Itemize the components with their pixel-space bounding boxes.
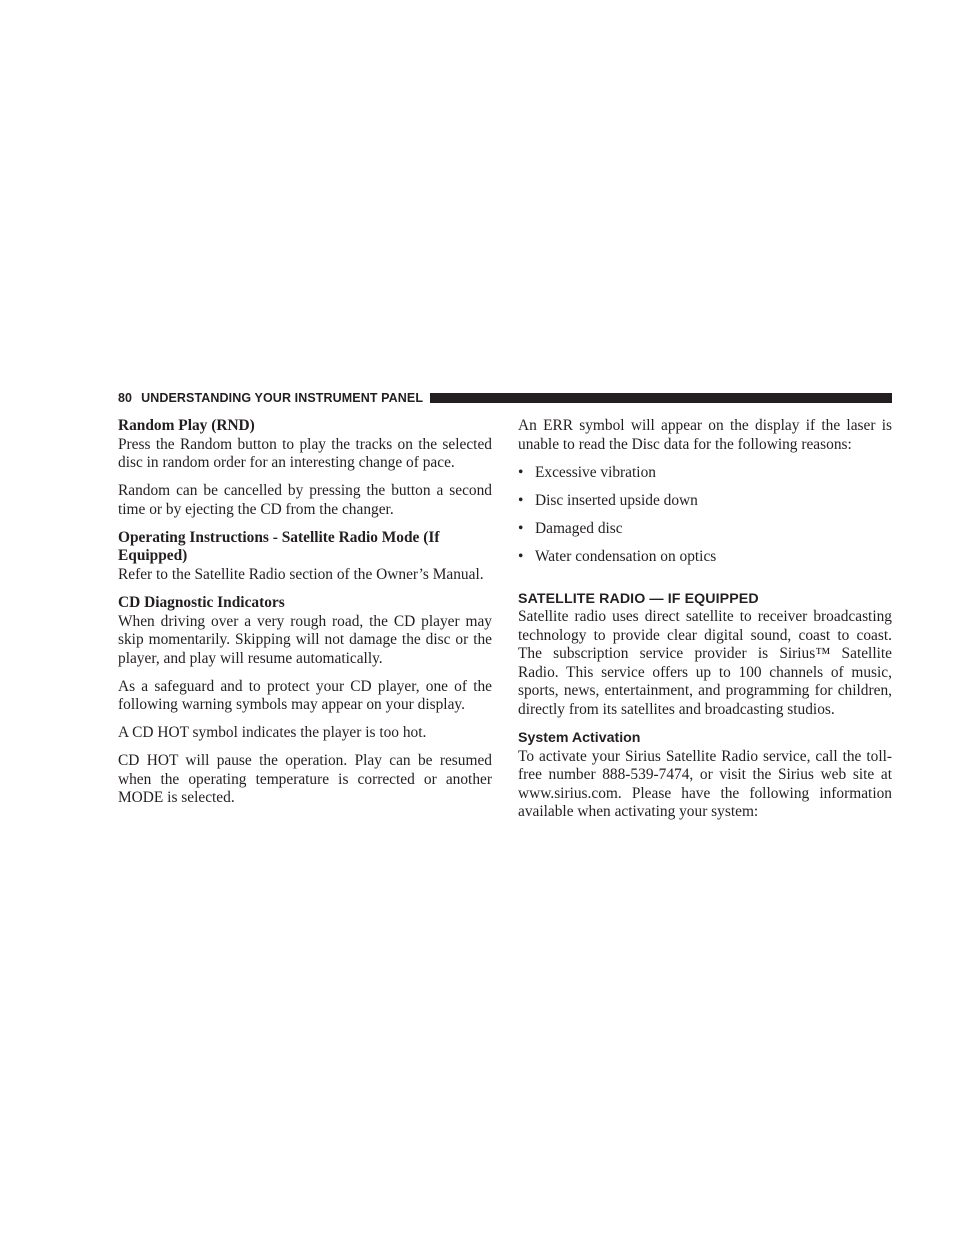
list-item: • Damaged disc bbox=[518, 520, 892, 539]
cd-diagnostic-paragraph-1: When driving over a very rough road, the CD player may skip momentarily. Skipping will not damage the disc or the player, and play will resume automatically. bbox=[118, 612, 492, 667]
cd-diagnostic-paragraph-3: A CD HOT symbol indicates the player is too hot. bbox=[118, 724, 427, 742]
page-header bbox=[118, 389, 892, 406]
page-number: 80 bbox=[118, 390, 133, 405]
right-column bbox=[518, 417, 892, 831]
list-item: • Excessive vibration bbox=[518, 464, 892, 483]
random-play-paragraph-1: Press the Random button to play the tracks on the selected disc in random order for an interesting change of pace. bbox=[118, 435, 492, 472]
satellite-radio-paragraph: Satellite radio uses direct satellite to receiver broadcasting technology to provide clear digital sound, coast to coast. The subscription service provider is Sirius™ Satellite Radio. This service offers up to 100 channels of music, sports, news, entertainment, and programming for children, directly from its satellites and broadcasting studios. bbox=[518, 608, 892, 719]
err-reasons-list bbox=[518, 464, 892, 567]
system-activation-paragraph: To activate your Sirius Satellite Radio service, call the toll-free number 888-539-7474, or visit the Sirius web site at www.sirius.com. Please have the following information available when activating your system: bbox=[518, 747, 892, 821]
list-item: • Disc inserted upside down bbox=[518, 492, 892, 511]
section-title: UNDERSTANDING YOUR INSTRUMENT PANEL bbox=[141, 390, 424, 405]
header-rule bbox=[430, 393, 892, 403]
random-play-paragraph-2: Random can be cancelled by pressing the button a second time or by ejecting the CD from the changer. bbox=[118, 482, 492, 518]
left-column bbox=[118, 417, 492, 817]
random-play-heading: Random Play (RND) bbox=[118, 417, 255, 434]
cd-diagnostic-paragraph-2: As a safeguard and to protect your CD player, one of the following warning symbols may appear on your display. bbox=[118, 677, 492, 714]
operating-instructions-heading: Operating Instructions - Satellite Radio Mode (If Equipped) bbox=[118, 528, 440, 565]
cd-diagnostic-paragraph-4: CD HOT will pause the operation. Play can be resumed when the operating temperature is corrected or another MODE is selected. bbox=[118, 752, 492, 807]
err-intro-paragraph: An ERR symbol will appear on the display if the laser is unable to read the Disc data for the following reasons: bbox=[518, 417, 892, 453]
satellite-radio-heading: SATELLITE RADIO — IF EQUIPPED bbox=[518, 590, 759, 607]
operating-instructions-paragraph: Refer to the Satellite Radio section of the Owner’s Manual. bbox=[118, 565, 484, 583]
cd-diagnostic-heading: CD Diagnostic Indicators bbox=[118, 593, 285, 611]
list-item: • Water condensation on optics bbox=[518, 548, 892, 567]
system-activation-heading: System Activation bbox=[518, 730, 641, 747]
